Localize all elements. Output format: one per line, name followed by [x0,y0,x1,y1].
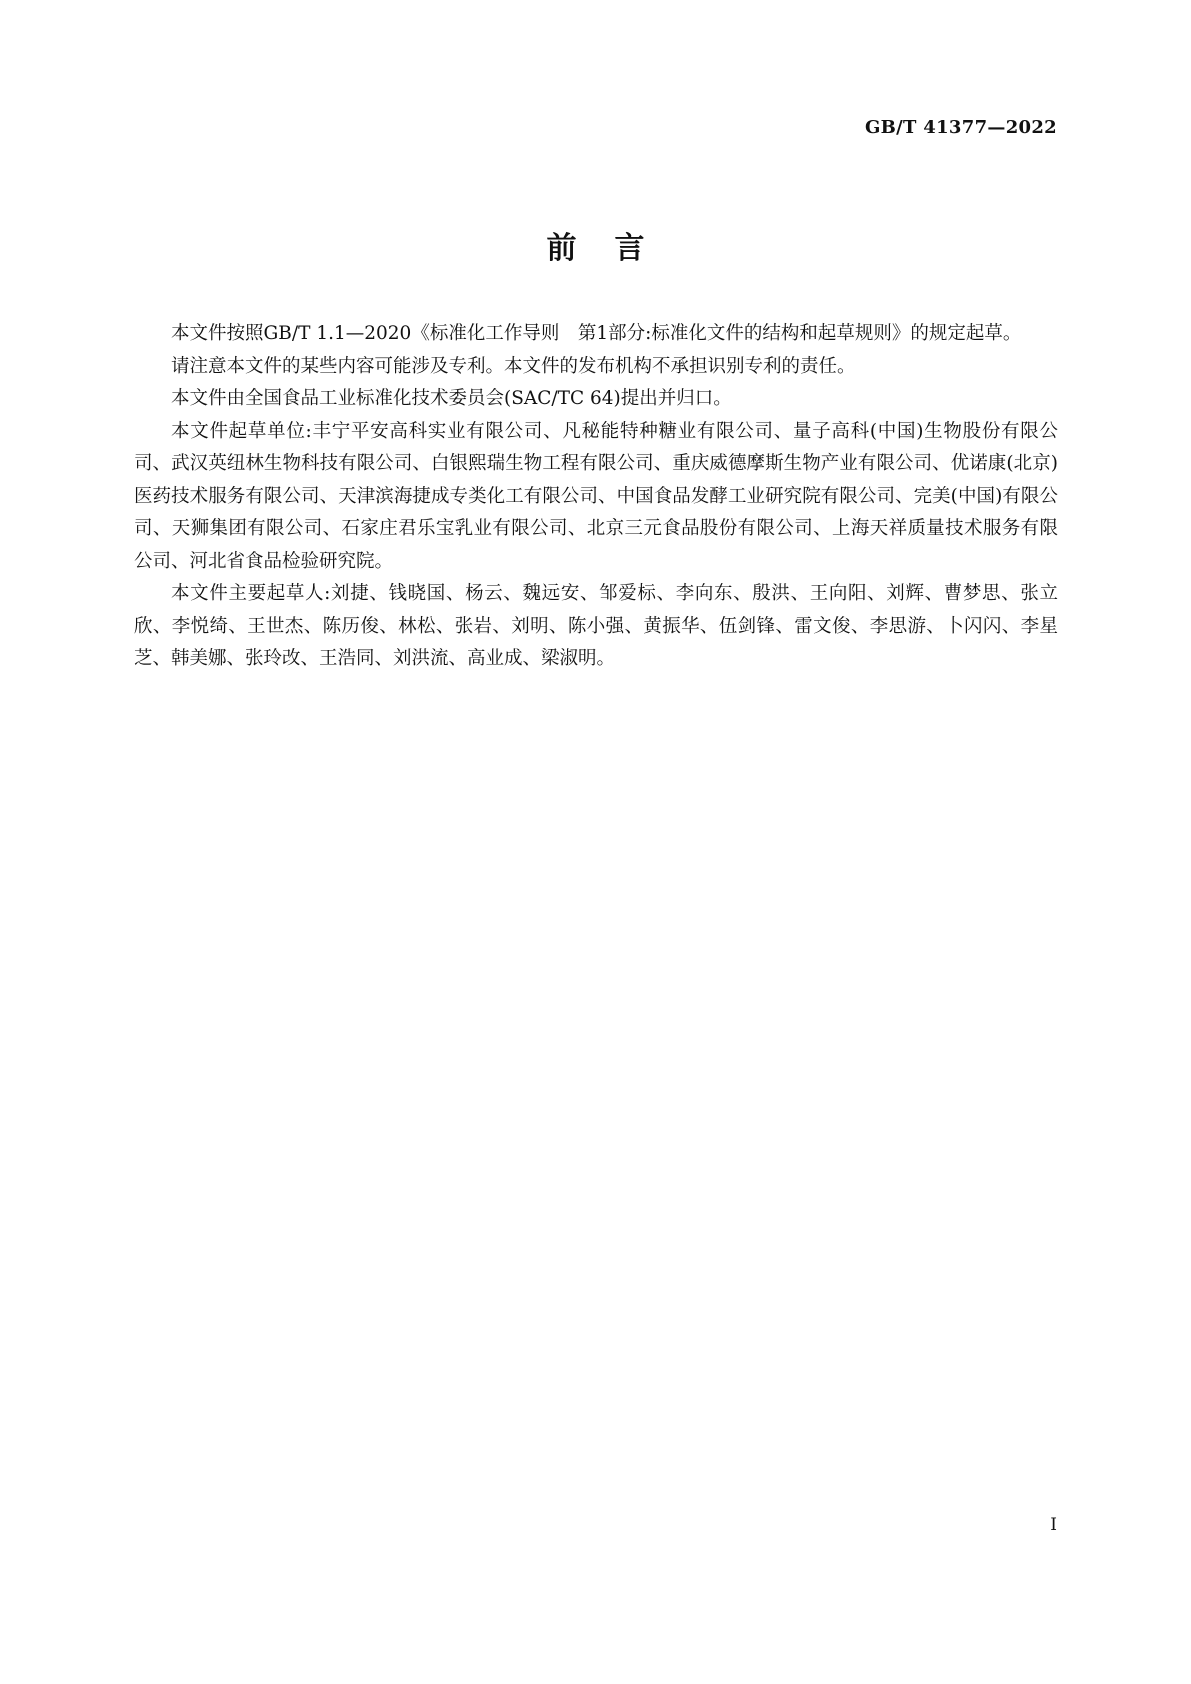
page-number: I [1050,1515,1057,1535]
paragraph-drafting-rules: 本文件按照GB/T 1.1—2020《标准化工作导则 第1部分:标准化文件的结构和起草规则》的规定起草。 [171,323,1022,344]
paragraph-patent-notice: 请注意本文件的某些内容可能涉及专利。本文件的发布机构不承担识别专利的责任。 [171,355,856,377]
page-title: 前言 [546,231,683,266]
paragraph-drafting-units: 本文件起草单位:丰宁平安高科实业有限公司、凡秘能特种糖业有限公司、量子高科(中国)生物股份有限公司、武汉英纽林生物科技有限公司、白银熙瑞生物工程有限公司、重庆威德摩斯生物产业有限公司、优诺康(北京)医药技术服务有限公司、天津滨海捷成专类化工有限公司、中国食品发酵工业研究院有限公司、完美(中国)有限公司、天狮集团有限公司、石家庄君乐宝乳业有限公司、北京三元食品股份有限公司、上海天祥质量技术服务有限公司、河北省食品检验研究院。 [134,420,1058,572]
standard-number: GB/T 41377—2022 [864,117,1057,138]
foreword-body [134,318,1058,676]
paragraph-proposer: 本文件由全国食品工业标准化技术委员会(SAC/TC 64)提出并归口。 [171,388,732,409]
paragraph-drafters: 本文件主要起草人:刘捷、钱晓国、杨云、魏远安、邹爱标、李向东、殷洪、王向阳、刘辉、曹梦思、张立欣、李悦绮、王世杰、陈历俊、林松、张岩、刘明、陈小强、黄振华、伍剑锋、雷文俊、李思游、卜闪闪、李星芝、韩美娜、张玲改、王浩同、刘洪流、高业成、梁淑明。 [134,583,1058,669]
